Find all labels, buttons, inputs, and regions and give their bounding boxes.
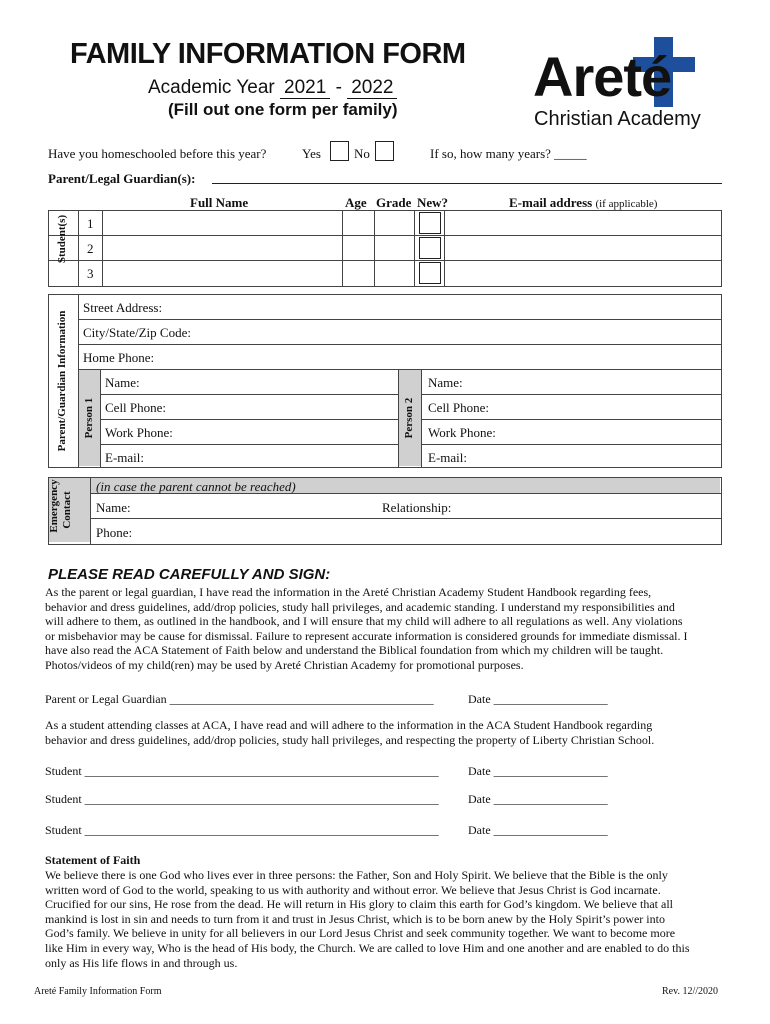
student-date-line[interactable]: Date ___________________	[468, 792, 608, 806]
yes-label: Yes	[302, 146, 321, 161]
student-signature-line[interactable]: Student ___________________________________________________________	[45, 764, 439, 778]
col-divider	[100, 369, 101, 467]
col-divider	[421, 369, 422, 467]
person2-label: Person 2	[403, 397, 415, 439]
student-row-number: 3	[87, 266, 94, 281]
person2-work-phone[interactable]: Work Phone:	[428, 425, 496, 440]
yes-checkbox[interactable]	[330, 141, 349, 161]
faith-line: We believe there is one God who lives ever in three persons: the Father, Son and Holy Spirit. We believe that the Bible is the only	[45, 868, 668, 882]
student-row-number: 1	[87, 216, 94, 231]
col-grade: Grade	[376, 195, 412, 210]
faith-paragraph	[45, 868, 735, 970]
street-address[interactable]: Street Address:	[83, 300, 163, 315]
col-full-name: Full Name	[190, 195, 249, 210]
row-divider	[100, 444, 398, 445]
faith-line: mankind is lost in sin and needs to turn from it and trust in Jesus Christ, which is to be born anew by the Holy Spirit’s power into	[45, 911, 665, 926]
no-checkbox[interactable]	[375, 141, 394, 161]
students-table	[48, 210, 722, 287]
contact-side-label: Contact	[61, 491, 73, 529]
student-signature-line[interactable]: Student ___________________________________________________________	[45, 823, 439, 837]
person2-email[interactable]: E-mail:	[428, 450, 467, 465]
row-divider	[90, 518, 722, 519]
student-agreement-paragraph	[45, 718, 735, 747]
row-divider	[78, 344, 722, 345]
parent-date-line[interactable]: Date ___________________	[468, 692, 608, 706]
footer-revision: Rev. 12//2020	[661, 986, 718, 997]
logo-subtitle: Christian Academy	[534, 108, 701, 130]
col-email-note: (if applicable)	[595, 198, 658, 210]
student-agreement-line: As a student attending classes at ACA, I have read and will adhere to the information in the ACA Student Handbook regarding	[45, 718, 653, 732]
row-divider	[421, 394, 722, 395]
homeschool-question: Have you homeschooled before this year?	[48, 146, 267, 161]
row-divider	[421, 444, 722, 445]
person2-cell-phone[interactable]: Cell Phone:	[428, 400, 490, 415]
new-checkbox[interactable]	[419, 212, 441, 234]
emergency-side-label: Emergency	[48, 479, 60, 533]
person1-work-phone[interactable]: Work Phone:	[105, 425, 173, 440]
new-checkbox[interactable]	[419, 262, 441, 284]
parent-signature-line[interactable]: Parent or Legal Guardian ____________________________________________	[45, 692, 434, 706]
col-age: Age	[345, 195, 367, 210]
col-divider	[102, 210, 103, 287]
faith-line: God’s family. We believe in unity for all believers in our Lord Jesus Christ and seek community together. We want to become more	[45, 926, 676, 941]
emergency-relationship[interactable]: Relationship:	[382, 500, 452, 515]
guardians-input-line[interactable]	[212, 183, 722, 184]
row-divider	[100, 394, 398, 395]
emergency-phone[interactable]: Phone:	[96, 525, 133, 540]
parent-info-table	[48, 294, 722, 468]
col-divider	[342, 210, 343, 287]
logo-wordmark: Areté	[533, 45, 672, 108]
no-label: No	[354, 146, 370, 161]
col-email-label: E-mail address	[509, 195, 593, 210]
agreement-paragraph	[45, 585, 735, 673]
home-phone[interactable]: Home Phone:	[83, 350, 155, 365]
year-start: 2021	[280, 78, 330, 99]
agreement-line: will adhere to them, as outlined in the handbook, and I will ensure that my child will adhere to all regulations as well. Any violations	[45, 614, 683, 629]
student-date-line[interactable]: Date ___________________	[468, 823, 608, 837]
faith-line: like Him in every way, Who is the head of His body, the Church. We are called to love Him and one another and are enabled to do this	[45, 940, 690, 955]
row-divider	[421, 419, 722, 420]
agreement-line: or misbehavior may be cause for dismissal. Failure to represent accurate information is considered grounds for immediate dismissal. I	[45, 628, 688, 643]
agreement-heading: PLEASE READ CAREFULLY AND SIGN:	[48, 566, 331, 583]
row-divider	[48, 260, 722, 261]
person2-name[interactable]: Name:	[428, 375, 463, 390]
person1-name[interactable]: Name:	[105, 375, 140, 390]
agreement-line: have also read the ACA Statement of Faith below and understand the Biblical foundation from which my children will be taught.	[45, 643, 664, 658]
person1-cell-phone[interactable]: Cell Phone:	[105, 400, 167, 415]
person1-email[interactable]: E-mail:	[105, 450, 144, 465]
emergency-note: (in case the parent cannot be reached)	[96, 479, 296, 494]
faith-heading: Statement of Faith	[45, 853, 141, 867]
col-divider	[414, 210, 415, 287]
agreement-line: As the parent or legal guardian, I have read the information in the Areté Christian Academy Student Handbook regarding fees,	[45, 585, 652, 599]
faith-line: Crucified for our sins, He rose from the dead. He will return in His glory to claim this earth for God’s kingdom. We believe that all	[45, 897, 673, 912]
student-date-line[interactable]: Date ___________________	[468, 764, 608, 778]
student-agreement-line: behavior and dress guidelines, add/drop policies, study hall privileges, and respecting the property of Liberty Christian School.	[45, 732, 655, 747]
col-divider	[444, 210, 445, 287]
homeschool-years[interactable]: If so, how many years? _____	[430, 146, 587, 161]
form-title: FAMILY INFORMATION FORM	[70, 38, 466, 70]
footer-title: Areté Family Information Form	[34, 986, 162, 997]
agreement-line: behavior and dress guidelines, add/drop policies, study hall privileges, and academic standing. I understand my responsibilities and	[45, 599, 675, 614]
col-divider	[374, 210, 375, 287]
year-end: 2022	[347, 78, 397, 99]
academic-year-label: Academic Year	[148, 77, 275, 98]
row-divider	[78, 319, 722, 320]
city-state-zip[interactable]: City/State/Zip Code:	[83, 325, 191, 340]
emergency-name[interactable]: Name:	[96, 500, 131, 515]
parent-side-label: Parent/Guardian Information	[56, 310, 68, 452]
person1-label: Person 1	[83, 397, 95, 439]
guardians-label: Parent/Legal Guardian(s):	[48, 171, 196, 186]
col-divider	[78, 210, 79, 287]
new-checkbox[interactable]	[419, 237, 441, 259]
students-side-label: Student(s)	[56, 214, 68, 264]
faith-line: only as His life flows in and through us.	[45, 955, 238, 970]
agreement-line: Photos/videos of my child(ren) may be used by Areté Christian Academy for promotional purposes.	[45, 657, 524, 672]
row-divider	[100, 419, 398, 420]
col-email	[509, 195, 657, 211]
form-subtitle: (Fill out one form per family)	[168, 100, 398, 119]
faith-line: written word of God to the world, speaking to us with authority and without error. We believe that Jesus Christ is God incarnate.	[45, 882, 661, 897]
academic-year	[148, 77, 397, 99]
year-separator: -	[335, 77, 342, 98]
col-new: New?	[417, 195, 449, 210]
row-divider	[48, 235, 722, 236]
student-row-number: 2	[87, 241, 94, 256]
student-signature-line[interactable]: Student ___________________________________________________________	[45, 792, 439, 806]
